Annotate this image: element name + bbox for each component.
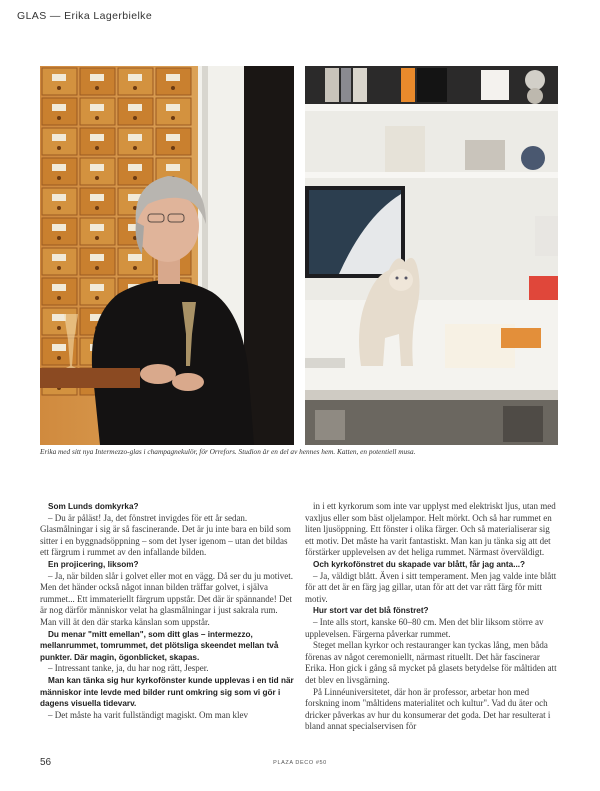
publication-name: PLAZA DECO #50	[273, 760, 327, 766]
drawer-knob	[95, 266, 99, 270]
drawer-label	[128, 74, 142, 81]
catalogue-drawer	[42, 218, 77, 245]
drawer-knob	[95, 176, 99, 180]
drawer-label	[52, 344, 66, 351]
interview-question: Som Lunds domkyrka?	[48, 502, 139, 511]
drawer-label	[128, 134, 142, 141]
drawer-knob	[95, 236, 99, 240]
drawer-label	[52, 314, 66, 321]
interview-question: En projicering, liksom?	[48, 559, 139, 569]
drawer-knob	[133, 86, 137, 90]
paragraph: – Det måste ha varit fullständigt magiskt. Om man klev	[48, 709, 248, 720]
drawer-knob	[95, 206, 99, 210]
drawer-label	[52, 224, 66, 231]
catalogue-drawer	[80, 188, 115, 215]
drawer-label	[90, 254, 104, 261]
drawer-knob	[133, 176, 137, 180]
drawer-label	[166, 134, 180, 141]
drawer-knob	[57, 296, 61, 300]
drawer-label	[90, 194, 104, 201]
drawer-knob	[57, 236, 61, 240]
catalogue-drawer	[42, 158, 77, 185]
drawer-knob	[171, 86, 175, 90]
drawer-label	[52, 104, 66, 111]
catalogue-drawer	[156, 68, 191, 95]
page-number: 56	[40, 757, 52, 768]
drawer-knob	[57, 326, 61, 330]
drawer-label	[52, 284, 66, 291]
drawer-knob	[57, 86, 61, 90]
catalogue-drawer	[42, 68, 77, 95]
catalogue-drawer	[42, 98, 77, 125]
photo-studio-with-cat	[305, 66, 558, 445]
drawer-knob	[95, 146, 99, 150]
drawer-knob	[57, 356, 61, 360]
catalogue-drawer	[80, 158, 115, 185]
interview-question: Hur stort var det blå fönstret?	[313, 606, 429, 616]
drawer-knob	[133, 266, 137, 270]
catalogue-drawer	[118, 68, 153, 95]
paragraph: – Du är påläst! Ja, det fönstret invigdes för ett år sedan. Glasmålningar i sig är så fascinerande. Det är ju inte bara en bild som sitter i en byggnadsöppning – som det lyser igenom – utan det bildas ett färgrum i rummet av den infallande bilden.	[40, 512, 291, 558]
drawer-label	[90, 134, 104, 141]
drawer-knob	[171, 146, 175, 150]
catalogue-drawer	[42, 128, 77, 155]
catalogue-drawer	[118, 158, 153, 185]
catalogue-drawer	[80, 98, 115, 125]
drawer-label	[90, 164, 104, 171]
catalogue-drawer	[118, 98, 153, 125]
paragraph: På Linnéuniversitetet, där hon är professor, arbetar hon med forskning inom "måltidens materialitet och kultur". Vad du äter och dricker påverkas av hur du konsumerar det goda. Det har resulterat i bland annat specialservisen för	[305, 686, 551, 732]
drawer-label	[90, 74, 104, 81]
drawer-label	[128, 164, 142, 171]
drawer-label	[166, 164, 180, 171]
drawer-knob	[133, 116, 137, 120]
catalogue-drawer	[118, 128, 153, 155]
catalogue-drawer	[156, 128, 191, 155]
paragraph: in i ett kyrkorum som inte var upplyst med elektriskt ljus, utan med vaxljus eller som bäst oljelampor. Helt mörkt. Och så har rummet en liten ljusöppning. Ett fönster i olika färger. Och så materialiserar sig ett motiv. Det måste ha varit fantastiskt. Man kan ju tänka sig att det förstärker upplevelsen av det heliga rummet. Närmast överväldigt.	[305, 501, 556, 558]
article-column-right	[305, 501, 559, 733]
drawer-label	[128, 104, 142, 111]
catalogue-drawer	[42, 278, 77, 305]
drawer-label	[52, 74, 66, 81]
section-header: GLAS — Erika Lagerbielke	[17, 10, 153, 22]
photo-caption: Erika med sitt nya Intermezzo-glas i champagnekulör, för Orrefors. Studion är en del av hennes hem. Katten, en potentiell musa.	[40, 447, 416, 456]
interview-question: Man kan tänka sig hur kyrkofönster kunde upplevas i en tid när människor inte levde med bilder runt omkring sig som vi gör i dagens visuella tidevarv.	[40, 675, 294, 709]
drawer-knob	[133, 146, 137, 150]
drawer-label	[90, 224, 104, 231]
drawer-knob	[57, 176, 61, 180]
drawer-label	[166, 104, 180, 111]
drawer-knob	[171, 116, 175, 120]
drawer-label	[52, 134, 66, 141]
paragraph: – Ja, väldigt blått. Även i sitt temperament. Men jag valde inte blått för att det är en färg jag gillar, utan för att det var rätt färg för mitt motiv.	[305, 570, 557, 604]
drawer-label	[52, 254, 66, 261]
article-column-left	[40, 501, 294, 721]
drawer-knob	[95, 296, 99, 300]
drawer-knob	[57, 266, 61, 270]
paragraph: – Inte alls stort, kanske 60–80 cm. Men det blir liksom större av upplevelsen. Färgerna påverkar rummet.	[305, 616, 544, 639]
interview-question: Och kyrkofönstret du skapade var blått, får jag anta...?	[313, 559, 526, 569]
drawer-label	[90, 284, 104, 291]
catalogue-drawer	[156, 98, 191, 125]
drawer-label	[166, 74, 180, 81]
drawer-label	[52, 194, 66, 201]
catalogue-drawer	[80, 128, 115, 155]
interview-question: Du menar "mitt emellan", som ditt glas – intermezzo, mellanrummet, tomrummet, det plötsliga skeendet mellan två punkter. Där magin, ögonblicket, skapas.	[40, 629, 279, 662]
drawer-knob	[57, 206, 61, 210]
catalogue-drawer	[42, 188, 77, 215]
drawer-label	[90, 104, 104, 111]
paragraph: – Intressant tanke, ja, du har nog rätt, Jesper.	[48, 663, 209, 674]
catalogue-drawer	[80, 68, 115, 95]
paragraph: – Ja, när bilden slår i golvet eller mot en vägg. Då ser du ju motivet. Men det händer också något innan bilden träffar golvet, i själva rummet... Ett immateriellt färgrum uppstår. Det där är spännande! Det är nog därför människor velat ha glasmålningar i just sakrala rum. Man vill ät den där starka känslan som uppstår.	[40, 570, 293, 627]
catalogue-drawer	[80, 278, 115, 305]
drawer-label	[128, 254, 142, 261]
catalogue-drawer	[80, 248, 115, 275]
drawer-knob	[57, 146, 61, 150]
photo-erika-with-glass	[40, 66, 294, 445]
drawer-knob	[57, 116, 61, 120]
catalogue-drawer	[42, 248, 77, 275]
paragraph: Steget mellan kyrkor och restauranger kan tyckas lång, men båda förenas av något ceremoniellt, närmast rituellt. Det här fascinerar Erika. Hon gick i gång så mycket på glasets betydelse för måltiden att det blev en livsgärning.	[305, 640, 557, 685]
drawer-knob	[95, 86, 99, 90]
catalogue-drawer	[80, 218, 115, 245]
drawer-knob	[95, 116, 99, 120]
drawer-label	[52, 164, 66, 171]
